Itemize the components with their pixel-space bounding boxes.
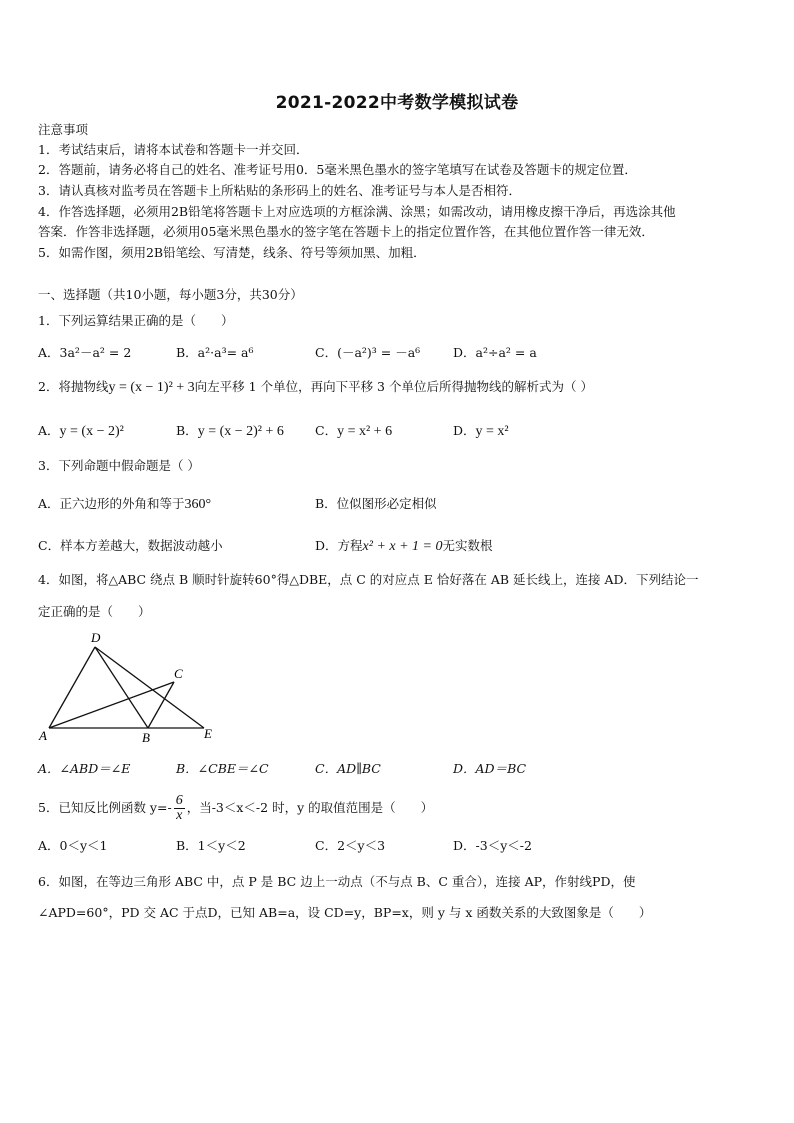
q5-option-a: A．0＜y＜1	[38, 838, 108, 853]
segment-ad	[49, 647, 95, 728]
q1-option-b: B．a²·a³= a⁶	[176, 345, 254, 360]
q3-stem: 3．下列命题中假命题是（ ）	[38, 458, 200, 473]
q3-option-d: D．方程x² + x + 1 = 0无实数根	[315, 538, 493, 554]
q4-stem-line2: 定正确的是（ ）	[38, 604, 151, 619]
label-b: B	[142, 730, 150, 745]
label-c: C	[174, 666, 183, 681]
section-heading: 一、选择题（共10小题，每小题3分，共30分）	[38, 287, 303, 302]
q5-option-c: C．2＜y＜3	[315, 838, 386, 853]
label-e: E	[204, 726, 212, 741]
q3-option-b: B．位似图形必定相似	[315, 496, 437, 511]
q2-stem	[38, 378, 593, 397]
segment-ac	[49, 682, 174, 728]
q4-option-b: B．∠CBE＝∠C	[176, 761, 269, 776]
notice-item-1: 1．考试结束后，请将本试卷和答题卡一并交回．	[38, 142, 309, 157]
q3-option-a: A．正六边形的外角和等于360°	[38, 496, 212, 512]
q3-option-c: C．样本方差越大，数据波动越小	[38, 538, 223, 553]
q2-option-d: D．y = x²	[453, 423, 509, 439]
segment-db	[95, 647, 148, 728]
q6-stem-line2: ∠APD=60°，PD 交 AC 于点D，已知 AB=a，设 CD=y，BP=x，则 y 与 x 函数关系的大致图象是（ ）	[38, 905, 652, 920]
q4-option-a: A．∠ABD＝∠E	[38, 761, 131, 776]
q2-option-a: A．y = (x − 2)²	[38, 423, 124, 439]
q2-expression: y = (x − 1)² + 3	[108, 380, 195, 395]
q5-option-b: B．1＜y＜2	[176, 838, 246, 853]
label-d: D	[91, 630, 101, 645]
q5-stem: 5．已知反比例函数 y=- $\frac{6}{x}$ ，当-3＜x＜-2 时，y 的取值范围是（ ）	[38, 793, 434, 823]
q1-stem: 1．下列运算结果正确的是（ ）	[38, 313, 234, 328]
q2-number: 2．将抛物线	[38, 379, 109, 394]
q4-triangle-figure	[36, 628, 226, 746]
notice-heading: 注意事项	[38, 122, 89, 137]
notice-item-3: 3．请认真核对监考员在答题卡上所粘贴的条形码上的姓名、准考证号与本人是否相符．	[38, 183, 521, 198]
q4-stem-line1: 4．如图，将△ABC 绕点 B 顺时针旋转60°得△DBE，点 C 的对应点 E 恰好落在 AB 延长线上，连接 AD．下列结论一	[38, 572, 699, 587]
q5-option-d: D．-3＜y＜-2	[453, 838, 532, 853]
q6-stem-line1: 6．如图，在等边三角形 ABC 中，点 P 是 BC 边上一动点（不与点 B、C 重合），连接 AP，作射线PD，使	[38, 874, 636, 889]
segment-de	[95, 647, 204, 728]
notice-item-2: 2．答题前，请务必将自己的姓名、准考证号用0．5毫米黑色墨水的签字笔填写在试卷及答题卡的规定位置．	[38, 162, 637, 177]
q1-option-d: D．a²÷a² = a	[453, 345, 537, 360]
q2-option-c: C．y = x² + 6	[315, 423, 393, 439]
q2-option-b: B．y = (x − 2)² + 6	[176, 423, 284, 439]
notice-item-4-cont: 答案．作答非选择题，必须用05毫米黑色墨水的签字笔在答题卡上的指定位置作答，在其他位置作答一律无效．	[38, 224, 654, 239]
notice-item-5: 5．如需作图，须用2B铅笔绘、写清楚，线条、符号等须加黑、加粗．	[38, 245, 426, 260]
q5-fraction: $\frac{6}{x}$	[175, 793, 183, 823]
label-a: A	[39, 728, 47, 743]
q1-option-c: C．(－a²)³ = －a⁶	[315, 345, 421, 360]
q2-stem-rest: 向左平移 1 个单位，再向下平移 3 个单位后所得抛物线的解析式为（ ）	[194, 379, 593, 394]
notice-item-4: 4．作答选择题，必须用2B铅笔将答题卡上对应选项的方框涂满、涂黑；如需改动，请用橡皮擦干净后，再选涂其他	[38, 204, 676, 219]
q4-option-d: D．AD＝BC	[453, 761, 527, 776]
page-title: 2021-2022中考数学模拟试卷	[275, 93, 519, 113]
q1-option-a: A．3a²－a² = 2	[38, 345, 132, 360]
q4-option-c: C．AD∥BC	[315, 761, 381, 776]
